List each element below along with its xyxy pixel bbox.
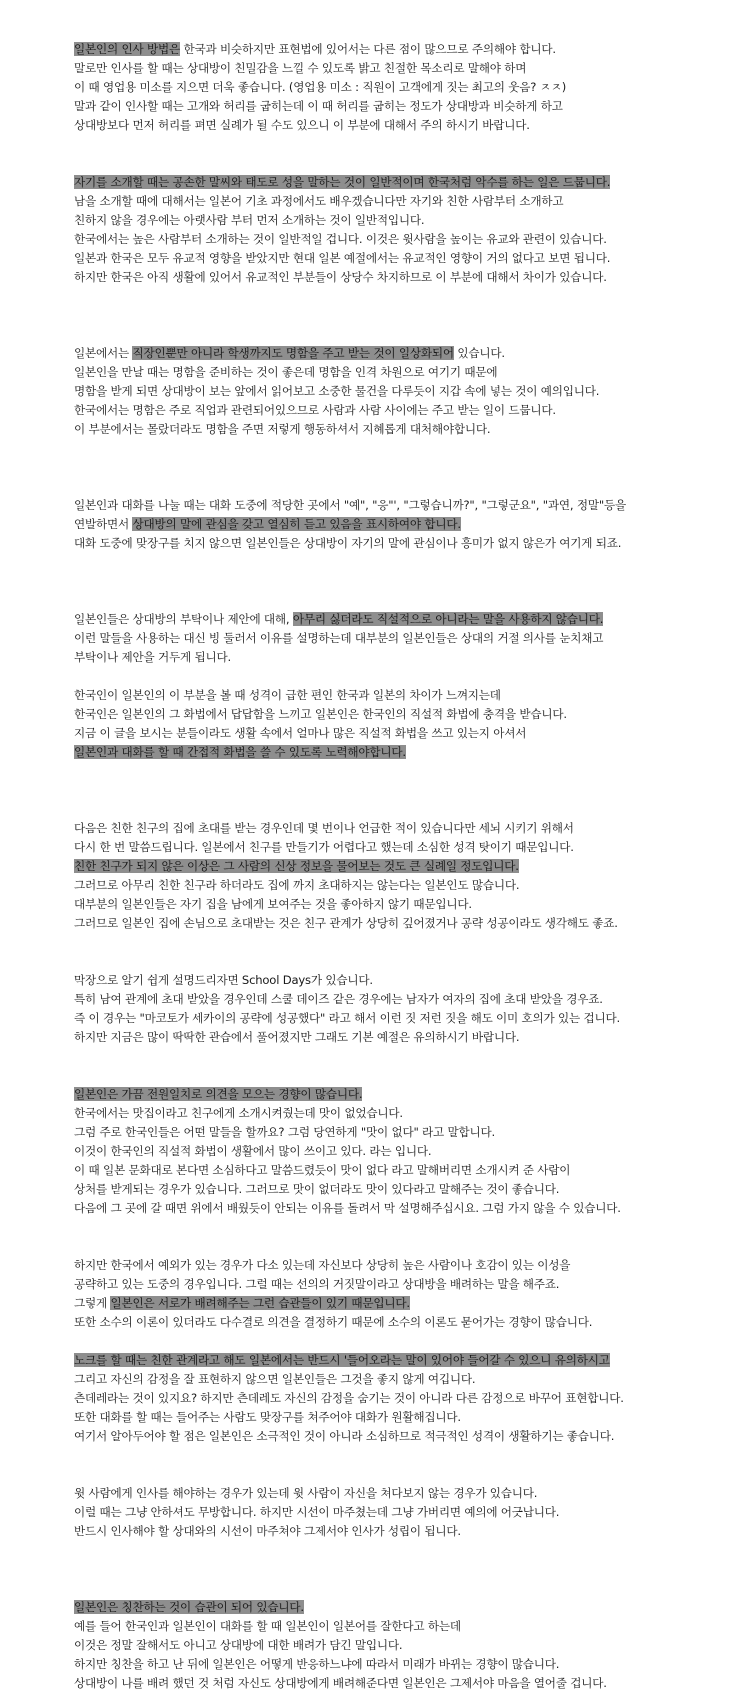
text-line [74, 1313, 734, 1332]
highlighted-text: 상대방의 말에 관심을 갖고 열심히 듣고 있음을 표시하여야 합니다. [132, 517, 461, 531]
paragraph-spacer [74, 1332, 734, 1351]
text-line [74, 1427, 734, 1446]
text-segment: 또한 소수의 이론이 있더라도 다수결로 의견을 결정하기 때문에 소수의 이론도 묻어가는 경향이 많습니다. [74, 1315, 593, 1329]
paragraph-spacer [74, 1047, 734, 1085]
paragraph-spacer [74, 1218, 734, 1256]
text-segment: 한국에서는 맛집이라고 친구에게 소개시켜줬는데 맛이 없었습니다. [74, 1106, 403, 1120]
text-segment: 다음은 친한 친구의 집에 초대를 받는 경우인데 몇 번이나 언급한 적이 있습니다만 세뇌 시키기 위해서 [74, 821, 574, 835]
text-line [74, 59, 734, 78]
text-segment: 상대방이 나를 배려 했던 것 처럼 자신도 상대방에게 배려해준다면 일본인은 그제서야 마음을 열어줄 겁니다. [74, 1676, 607, 1690]
text-line [74, 1142, 734, 1161]
text-line [74, 40, 734, 59]
text-line [74, 192, 734, 211]
text-segment: 윗 사람에게 인사를 해야하는 경우가 있는데 윗 사람이 자신을 쳐다보지 않는 경우가 있습니다. [74, 1486, 538, 1500]
text-line [74, 610, 734, 629]
text-line [74, 1104, 734, 1123]
text-segment: 대화 도중에 맞장구를 치지 않으면 일본인들은 상대방이 자기의 말에 관심이나 흥미가 없지 않은가 여기게 되죠. [74, 536, 622, 550]
text-line [74, 249, 734, 268]
text-line [74, 914, 734, 933]
text-segment: 친하지 않을 경우에는 아랫사람 부터 먼저 소개하는 것이 일반적입니다. [74, 213, 425, 227]
highlighted-text: 친한 친구가 되지 않은 이상은 그 사람의 신상 정보을 물어보는 것도 큰 실례일 정도입니다. [74, 859, 519, 873]
text-line [74, 1028, 734, 1047]
text-segment: 공략하고 있는 도중의 경우입니다. 그럴 때는 선의의 거짓말이라고 상대방을 배려하는 말을 해주죠. [74, 1277, 560, 1291]
text-line [74, 363, 734, 382]
text-line [74, 534, 734, 553]
paragraph [74, 1085, 734, 1218]
text-segment: 이 때 일본 문화대로 본다면 소심하다고 말씀드렸듯이 맛이 없다 라고 말해버리면 소개시켜 준 사람이 [74, 1163, 571, 1177]
highlighted-text: 일본인의 인사 방법은 [74, 42, 180, 56]
text-segment: 대부분의 일본인들은 자기 집을 남에게 보여주는 것을 좋아하지 않기 때문입니다. [74, 897, 472, 911]
paragraph [74, 496, 734, 553]
text-line [74, 344, 734, 363]
highlighted-text: 일본인은 가끔 전원일치로 의견을 모으는 경향이 많습니다. [74, 1087, 363, 1101]
text-line [74, 1370, 734, 1389]
paragraph [74, 1598, 734, 1693]
paragraph [74, 819, 734, 933]
paragraph-spacer [74, 135, 734, 173]
highlighted-text: 노크를 할 때는 친한 관계라고 해도 일본에서는 반드시 '들어오라는 말이 있어야 들어갈 수 있으니 유의하시고 [74, 1353, 610, 1367]
text-segment: 또한 대화를 할 때는 들어주는 사람도 맞장구를 쳐주어야 대화가 원활해집니다. [74, 1410, 461, 1424]
paragraph-spacer [74, 1446, 734, 1484]
text-line [74, 1503, 734, 1522]
text-segment: 상대방보다 먼저 허리를 펴면 실례가 될 수도 있으니 이 부분에 대해서 주의 하시기 바랍니다. [74, 118, 530, 132]
text-line [74, 724, 734, 743]
text-line [74, 1655, 734, 1674]
text-segment: 한국에서는 높은 사람부터 소개하는 것이 일반적일 겁니다. 이것은 윗사람을 높이는 유교와 관련이 있습니다. [74, 232, 607, 246]
text-line [74, 1256, 734, 1275]
text-segment: 그렇게 [74, 1296, 111, 1310]
text-line [74, 1009, 734, 1028]
text-line [74, 1484, 734, 1503]
text-segment: 일본인을 만날 때는 명함을 준비하는 것이 좋은데 명함을 인격 차원으로 여기기 때문에 [74, 365, 498, 379]
text-line [74, 401, 734, 420]
text-line [74, 420, 734, 439]
text-segment: 일본과 한국은 모두 유교적 영향을 받았지만 현대 일본 예절에서는 유교적인 영향이 거의 없다고 보면 됩니다. [74, 251, 611, 265]
text-segment: 일본에서는 [74, 346, 133, 360]
paragraph-spacer [74, 553, 734, 610]
text-segment: 그러므로 아무리 친한 친구라 하더라도 집에 까지 초대하지는 않는다는 일본인도 많습니다. [74, 878, 520, 892]
text-line [74, 971, 734, 990]
text-segment: 그럼 주로 한국인들은 어떤 말들을 할까요? 그럼 당연하게 "맛이 없다" 라고 말합니다. [74, 1125, 496, 1139]
text-segment: 특히 남여 관계에 초대 받았을 경우인데 스쿨 데이즈 같은 경우에는 남자가 여자의 집에 초대 받았을 경우죠. [74, 992, 603, 1006]
text-segment: 남을 소개할 때에 대해서는 일본어 기초 과정에서도 배우겠습니다만 자기와 친한 사람부터 소개하고 [74, 194, 564, 208]
text-line [74, 1294, 734, 1313]
text-segment: 그리고 자신의 감정을 잘 표현하지 않으면 일본인들은 그것을 좋지 않게 여깁니다. [74, 1372, 476, 1386]
text-segment: 지금 이 글을 보시는 분들이라도 생활 속에서 얼마나 많은 직설적 화법을 쓰고 있는지 아셔서 [74, 726, 527, 740]
highlighted-text: 직장인뿐만 아니라 학생까지도 명함을 주고 받는 것이 일상화되어 [132, 346, 454, 360]
paragraph [74, 686, 734, 762]
text-line [74, 1085, 734, 1104]
text-segment: 여기서 알아두어야 할 점은 일본인은 소극적인 것이 아니라 소심하므로 적극적인 성격이 생활하기는 좋습니다. [74, 1429, 615, 1443]
paragraph [74, 1351, 734, 1446]
text-segment: 다음에 그 곳에 갈 때면 위에서 배웠듯이 안되는 이유를 돌려서 막 설명해주십시요. 그럼 가지 않을 수 있습니다. [74, 1201, 621, 1215]
highlighted-text: 일본인과 대화를 할 때 간접적 화법을 쓸 수 있도록 노력해야합니다. [74, 745, 406, 759]
highlighted-text: 아무리 싫더라도 직설적으로 아니라는 말을 사용하지 않습니다. [292, 612, 604, 626]
paragraph [74, 40, 734, 135]
document-body [74, 40, 734, 1693]
text-line [74, 1180, 734, 1199]
text-segment: 그러므로 일본인 집에 손님으로 초대받는 것은 친구 관계가 상당히 깊어졌거나 공략 성공이라도 생각해도 좋죠. [74, 916, 618, 930]
text-line [74, 629, 734, 648]
paragraph-spacer [74, 1541, 734, 1598]
paragraph [74, 1256, 734, 1332]
text-segment: 한국인은 일본인의 그 화법에서 답답함을 느끼고 일본인은 한국인의 직설적 화법에 충격을 받습니다. [74, 707, 567, 721]
text-line [74, 211, 734, 230]
text-segment: 이런 말들을 사용하는 대신 빙 둘러서 이유를 설명하는데 대부분의 일본인들은 상대의 거절 의사를 눈치채고 [74, 631, 604, 645]
text-segment: 즉 이 경우는 "마코토가 세카이의 공략에 성공했다" 라고 해서 이런 짓 저런 짓을 해도 이미 호의가 있는 겁니다. [74, 1011, 620, 1025]
text-line [74, 230, 734, 249]
text-segment: 하지만 한국에서 예외가 있는 경우가 다소 있는데 자신보다 상당히 높은 사람이나 호감이 있는 이성을 [74, 1258, 571, 1272]
text-segment: 부탁이나 제안을 거두게 됩니다. [74, 650, 231, 664]
text-line [74, 1674, 734, 1693]
paragraph-spacer [74, 667, 734, 686]
text-line [74, 116, 734, 135]
paragraph [74, 344, 734, 439]
text-segment: 다시 한 번 말씀드립니다. 일본에서 친구를 만들기가 어렵다고 했는데 소심한 성격 탓이기 때문입니다. [74, 840, 574, 854]
text-line [74, 1123, 734, 1142]
text-line [74, 838, 734, 857]
text-line [74, 173, 734, 192]
text-segment: 이 부분에서는 몰랐더라도 명함을 주면 저렇게 행동하셔서 지혜롭게 대처해야합니다. [74, 422, 491, 436]
text-segment: 일본인과 대화를 나눌 때는 대화 도중에 적당한 곳에서 "예", "응"', "그렇습니까?", "그렇군요", "과연, 정말"등을 [74, 498, 626, 512]
text-segment: 상처를 받게되는 경우가 있습니다. 그러므로 맛이 없더라도 맛이 있다라고 말해주는 것이 좋습니다. [74, 1182, 560, 1196]
paragraph-spacer [74, 933, 734, 971]
text-segment: 츤데레라는 것이 있지요? 하지만 츤데레도 자신의 감정을 숨기는 것이 아니라 다른 감정으로 바꾸어 표현합니다. [74, 1391, 624, 1405]
text-segment: 이것이 한국인의 직설적 화법이 생활에서 많이 쓰이고 있다. 라는 입니다. [74, 1144, 432, 1158]
text-segment: 반드시 인사해야 할 상대와의 시선이 마주쳐야 그제서야 인사가 성립이 됩니다. [74, 1524, 461, 1538]
text-segment: 한국에서는 명함은 주로 직업과 관련되어있으므로 사람과 사람 사이에는 주고 받는 일이 드뭅니다. [74, 403, 556, 417]
text-line [74, 496, 734, 515]
text-line [74, 990, 734, 1009]
text-line [74, 1351, 734, 1370]
text-segment: 이 때 영업용 미소를 지으면 더욱 좋습니다. (영업용 미소 : 직원이 고객에게 짓는 최고의 웃음? ㅈㅈ) [74, 80, 567, 94]
text-line [74, 97, 734, 116]
text-line [74, 268, 734, 287]
text-line [74, 857, 734, 876]
text-segment: 막장으로 알기 쉽게 설명드리자면 School Days가 있습니다. [74, 973, 373, 987]
text-segment: 일본인들은 상대방의 부탁이나 제안에 대해, [74, 612, 293, 626]
text-line [74, 78, 734, 97]
highlighted-text: 일본인은 서로가 배려해주는 그런 습관들이 있기 때문입니다. [110, 1296, 410, 1310]
text-line [74, 648, 734, 667]
text-segment: 하지만 칭찬을 하고 난 뒤에 일본인은 어떻게 반응하느냐에 따라서 미래가 바뀌는 경향이 많습니다. [74, 1657, 560, 1671]
text-line [74, 819, 734, 838]
text-line [74, 1161, 734, 1180]
paragraph [74, 610, 734, 667]
text-segment: 말로만 인사를 할 때는 상대방이 친밀감을 느낄 수 있도록 밝고 친절한 목소리로 말해야 하며 [74, 61, 527, 75]
paragraph [74, 971, 734, 1047]
text-line [74, 1522, 734, 1541]
text-line [74, 1389, 734, 1408]
text-line [74, 686, 734, 705]
text-segment: 말과 같이 인사할 때는 고개와 허리를 굽히는데 이 때 허리를 굽히는 정도가 상대방과 비슷하게 하고 [74, 99, 563, 113]
text-segment: 하지만 한국은 아직 생활에 있어서 유교적인 부분들이 상당수 차지하므로 이 부분에 대해서 차이가 있습니다. [74, 270, 607, 284]
text-segment: 있습니다. [453, 346, 505, 360]
text-line [74, 515, 734, 534]
paragraph-spacer [74, 287, 734, 344]
text-line [74, 1275, 734, 1294]
text-segment: 이것은 정말 잘해서도 아니고 상대방에 대한 배려가 담긴 말입니다. [74, 1638, 403, 1652]
text-segment: 연발하면서 [74, 517, 133, 531]
text-line [74, 1636, 734, 1655]
text-segment: 예를 들어 한국인과 일본인이 대화를 할 때 일본인이 일본어를 잘한다고 하는데 [74, 1619, 461, 1633]
paragraph [74, 173, 734, 287]
text-line [74, 1598, 734, 1617]
highlighted-text: 자기를 소개할 때는 공손한 말씨와 태도로 성을 말하는 것이 일반적이며 한국처럼 악수를 하는 일은 드뭅니다. [74, 175, 611, 189]
text-line [74, 743, 734, 762]
paragraph [74, 1484, 734, 1541]
text-line [74, 1199, 734, 1218]
text-segment: 하지만 지금은 많이 딱딱한 관습에서 풀어졌지만 그래도 기본 예절은 유의하시기 바랍니다. [74, 1030, 520, 1044]
text-line [74, 1408, 734, 1427]
text-line [74, 382, 734, 401]
text-line [74, 705, 734, 724]
text-line [74, 876, 734, 895]
highlighted-text: 일본인은 칭찬하는 것이 습관이 되어 있습니다. [74, 1600, 304, 1614]
paragraph-spacer [74, 762, 734, 819]
text-segment: 이럴 때는 그냥 안하셔도 무방합니다. 하지만 시선이 마주쳤는데 그냥 가버리면 예의에 어긋납니다. [74, 1505, 560, 1519]
paragraph-spacer [74, 439, 734, 496]
text-segment: 한국과 비슷하지만 표현법에 있어서는 다른 점이 많으므로 주의해야 합니다. [179, 42, 556, 56]
text-line [74, 895, 734, 914]
text-segment: 한국인이 일본인의 이 부분을 볼 때 성격이 급한 편인 한국과 일본의 차이가 느껴지는데 [74, 688, 501, 702]
text-segment: 명함을 받게 되면 상대방이 보는 앞에서 읽어보고 소중한 물건을 다루듯이 지갑 속에 넣는 것이 예의입니다. [74, 384, 600, 398]
